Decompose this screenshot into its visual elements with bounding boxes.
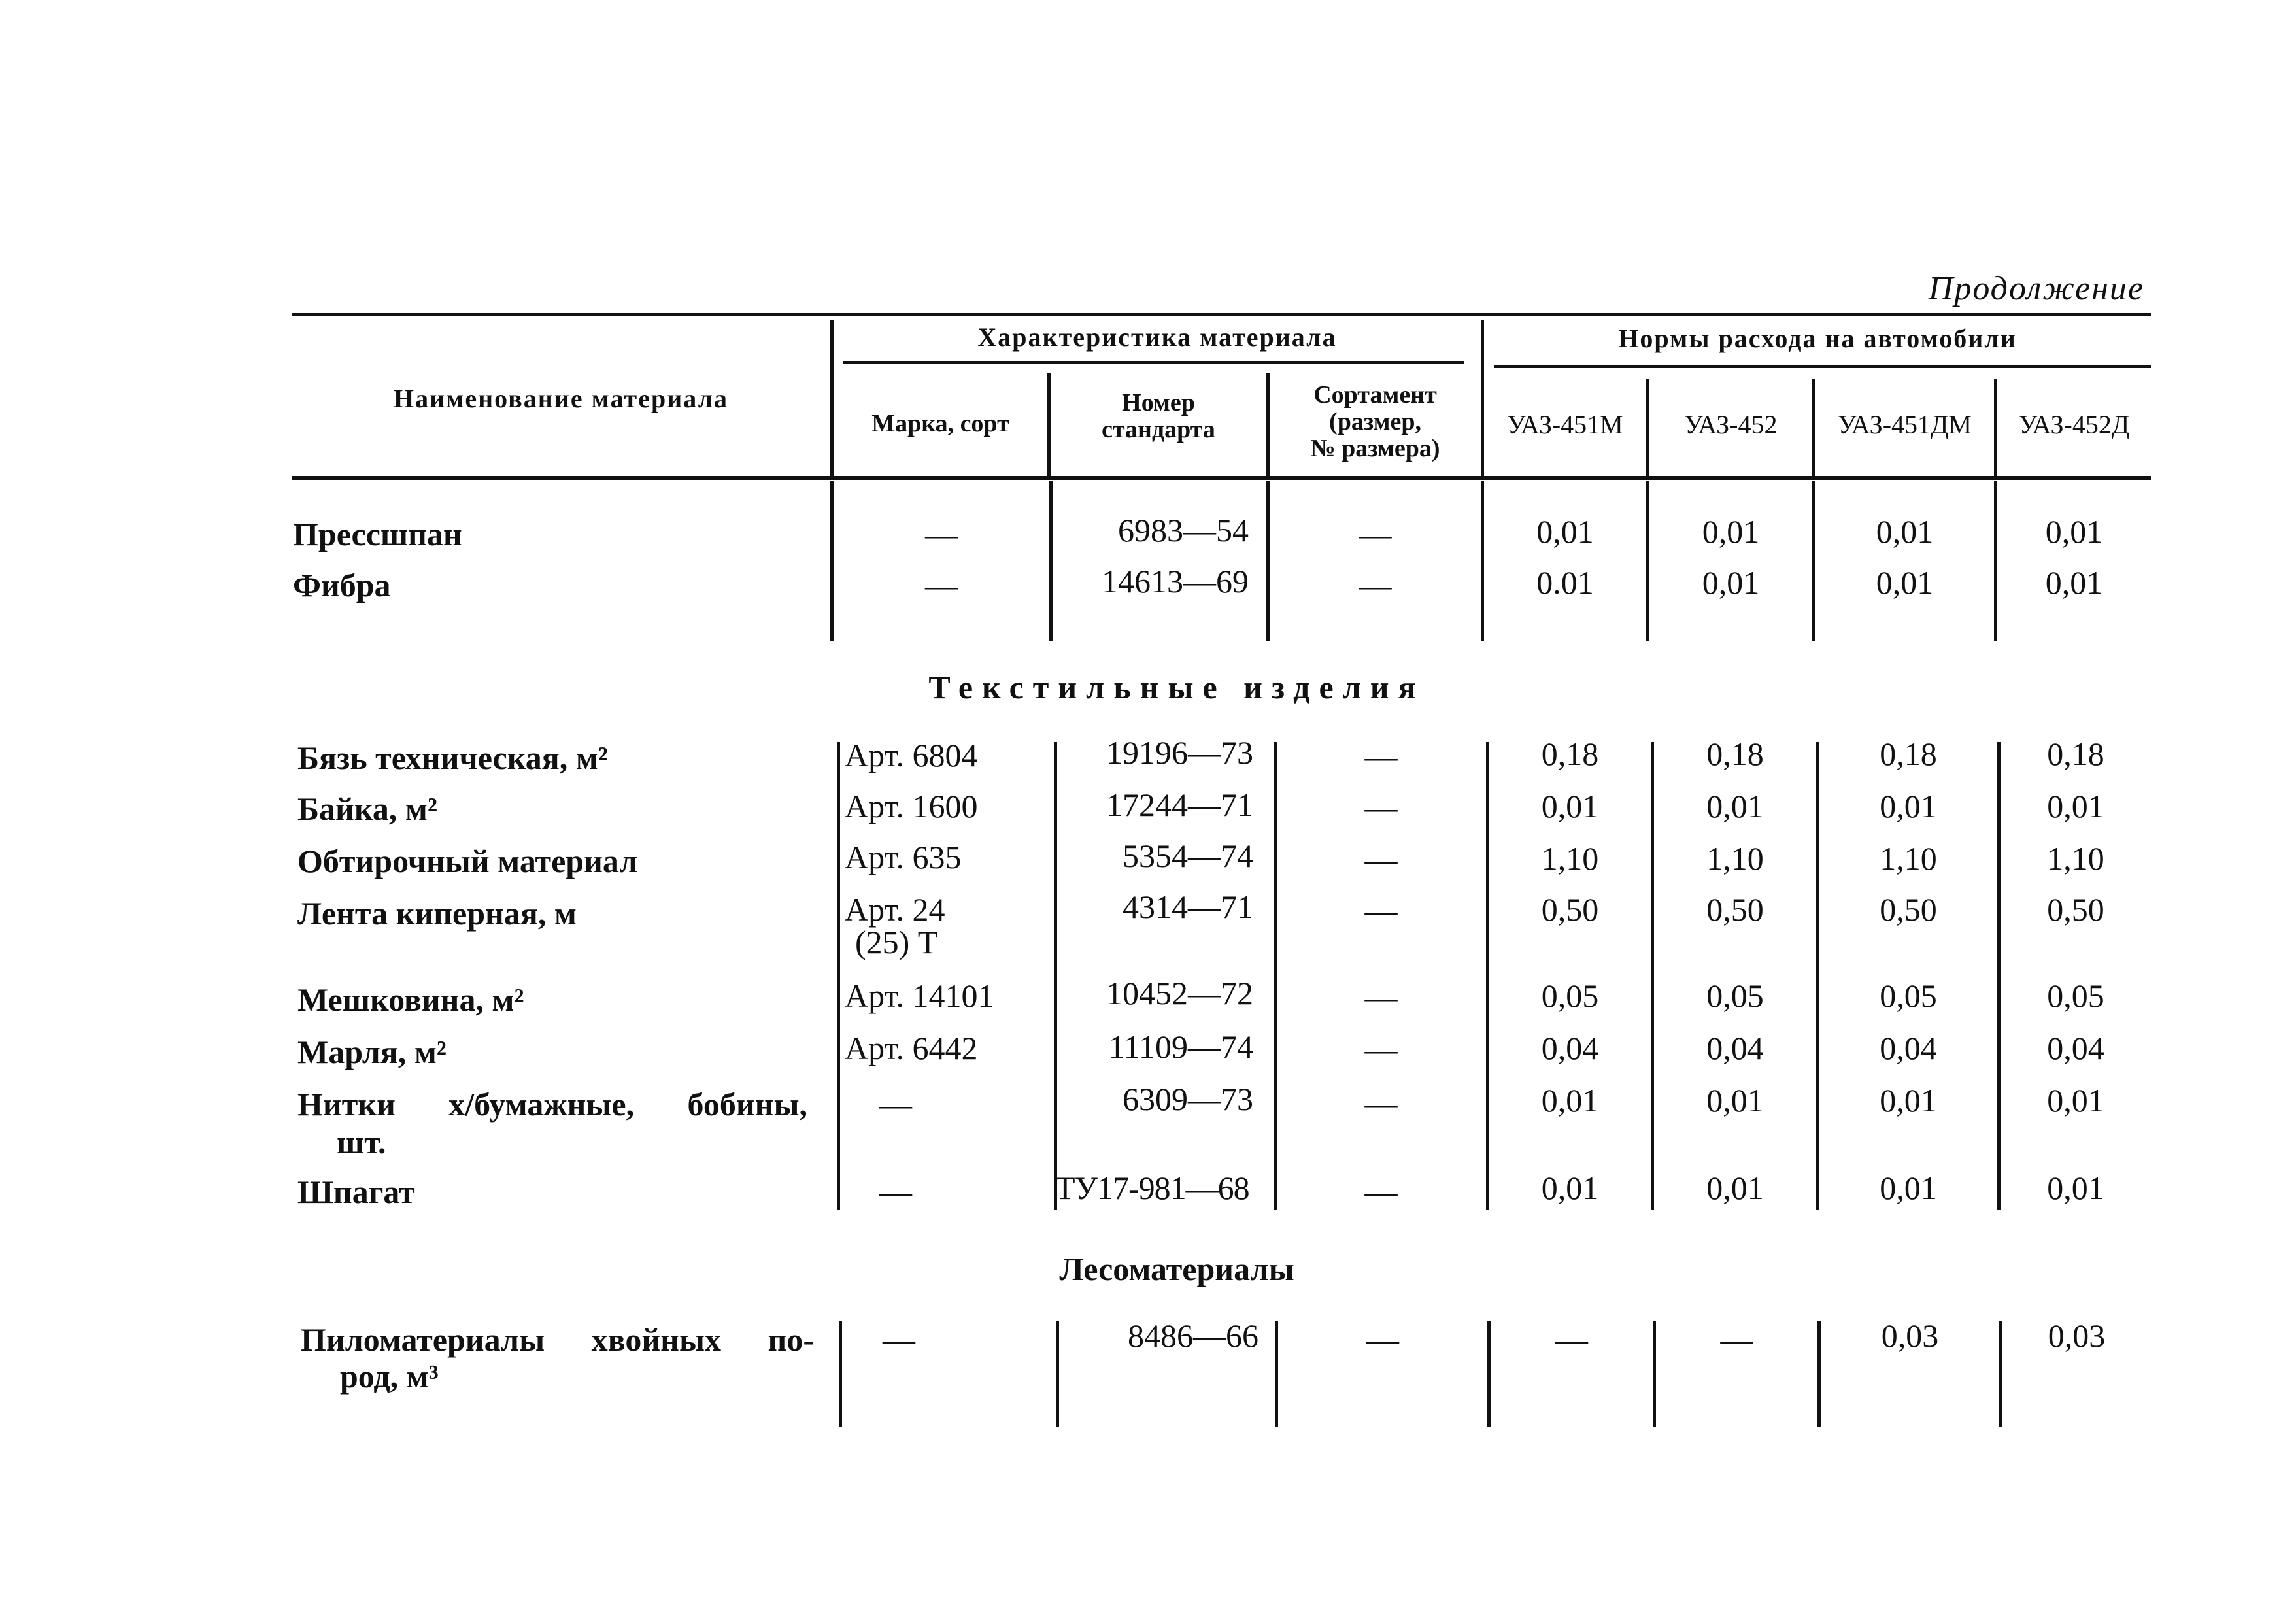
norm-value: 0,04	[2047, 1030, 2104, 1066]
norm-value: 1,10	[1706, 840, 1764, 877]
material-name: Фибра	[293, 567, 391, 603]
sortament: —	[1364, 1085, 1398, 1121]
norms-group-rule	[1494, 365, 2151, 368]
header-bottom-rule	[292, 476, 2151, 480]
sortament: —	[1364, 1031, 1398, 1068]
section-title-textile: Текстильные изделия	[928, 669, 1425, 705]
material-name: Мешковина, м²	[297, 981, 524, 1018]
standard-number: 17244—71	[1106, 787, 1253, 823]
column-divider	[839, 1321, 842, 1427]
material-name: Марля, м²	[297, 1034, 447, 1070]
header-vehicle-2: УАЗ-452	[1684, 410, 1778, 439]
norm-value: —	[1720, 1321, 1753, 1358]
sortament: —	[1364, 841, 1398, 878]
norm-value: 0,50	[1706, 891, 1764, 928]
norm-value: 0,01	[1702, 564, 1760, 601]
standard-number: 10452—72	[1106, 975, 1253, 1011]
norm-value: 0,01	[1880, 788, 1937, 824]
norm-value: 1,10	[1541, 840, 1599, 877]
marka: —	[879, 1086, 912, 1123]
sortament: —	[1364, 979, 1398, 1015]
sortament: —	[1359, 516, 1392, 552]
norm-value: 0,01	[2047, 1082, 2104, 1119]
material-name: Шпагат	[297, 1174, 415, 1210]
header-standard-line2: стандарта	[1102, 416, 1215, 444]
norm-value: 0.01	[1536, 564, 1594, 601]
header-char-group: Характеристика материала	[977, 322, 1337, 352]
marka: —	[925, 567, 958, 603]
material-name: Нитки х/бумажные, бобины,	[297, 1086, 807, 1123]
sortament: —	[1364, 1174, 1398, 1210]
norm-value: 0,01	[1876, 564, 1934, 601]
standard-number: 8486—66	[1128, 1317, 1258, 1354]
material-name: Бязь техническая, м²	[297, 739, 608, 776]
header-standard	[1051, 390, 1266, 443]
material-name: Пиломатериалы хвойных по-	[301, 1321, 814, 1358]
material-name: Лента киперная, м	[297, 895, 577, 932]
sortament: —	[1366, 1321, 1399, 1358]
norm-value: 0,01	[2047, 788, 2104, 824]
norm-value: 0,01	[2045, 513, 2103, 550]
marka: Арт. 1600	[845, 788, 978, 824]
header-norms-group: Нормы расхода на автомобили	[1618, 324, 2017, 353]
marka: Арт. 635	[845, 839, 962, 875]
norm-value: 0,03	[1881, 1317, 1939, 1354]
standard-number: 11109—74	[1108, 1028, 1253, 1065]
header-sortament-line1: Сортамент	[1313, 381, 1437, 409]
norm-value: 0,04	[1541, 1030, 1599, 1066]
norm-value: 0,01	[1541, 1170, 1599, 1206]
norm-value: 0,01	[1536, 513, 1594, 550]
norm-value: 0,01	[1541, 788, 1599, 824]
norm-value: 0,04	[1706, 1030, 1764, 1066]
standard-number: 5354—74	[1123, 837, 1253, 874]
norm-value: 0,01	[1876, 513, 1934, 550]
norm-value: 0,03	[2048, 1317, 2106, 1354]
column-divider	[1812, 481, 1815, 641]
header-vehicle-1: УАЗ-451М	[1507, 410, 1623, 439]
norm-value: 0,01	[1880, 1170, 1937, 1206]
material-name: Обтирочный материал	[297, 843, 638, 879]
norm-value: —	[1555, 1321, 1588, 1358]
header-name-col: Наименование материала	[393, 384, 729, 413]
header-vehicle-3: УАЗ-451ДМ	[1838, 410, 1972, 439]
marka: —	[879, 1174, 912, 1210]
norm-value: 0,04	[1880, 1030, 1937, 1066]
marka: Арт. 6804	[845, 737, 978, 773]
header-sortament	[1270, 382, 1481, 462]
header-sortament-line2: (размер,	[1329, 408, 1421, 436]
marka: Арт. 6442	[845, 1030, 978, 1066]
marka: —	[925, 516, 958, 552]
norm-value: 0,18	[1541, 736, 1599, 772]
standard-number: 19196—73	[1106, 734, 1253, 771]
header-sortament-line3: № размера)	[1310, 435, 1440, 463]
sortament: —	[1359, 567, 1392, 603]
sortament: —	[1364, 892, 1398, 929]
header-marka: Марка, сорт	[871, 410, 1009, 437]
material-name: Прессшпан	[293, 516, 462, 552]
norm-value: 0,05	[1706, 977, 1764, 1014]
sortament: —	[1364, 789, 1398, 826]
material-name-continued: шт.	[337, 1124, 386, 1160]
norm-value: 0,05	[2047, 977, 2104, 1014]
sortament: —	[1364, 738, 1398, 775]
column-divider	[830, 481, 834, 641]
table-top-rule	[292, 313, 2151, 316]
norm-value: 0,18	[1880, 736, 1937, 772]
norm-value: 0,01	[2045, 564, 2103, 601]
column-divider	[1049, 481, 1053, 641]
material-name-continued: род, м³	[340, 1358, 439, 1395]
header-standard-line1: Номер	[1122, 389, 1195, 416]
column-divider	[1481, 481, 1484, 641]
marka-continued: (25) Т	[855, 924, 938, 960]
marka: Арт. 24	[845, 891, 945, 928]
standard-number: 4314—71	[1123, 888, 1253, 925]
standard-number: 6983—54	[1118, 512, 1249, 549]
norm-value: 0,50	[2047, 891, 2104, 928]
column-divider	[837, 742, 840, 1210]
norm-value: 0,50	[1880, 891, 1937, 928]
norm-value: 0,01	[1706, 1170, 1764, 1206]
marka: —	[883, 1321, 915, 1358]
norm-value: 0,05	[1541, 977, 1599, 1014]
norm-value: 0,01	[1541, 1082, 1599, 1119]
column-divider	[1994, 481, 1997, 641]
standard-number: 6309—73	[1123, 1081, 1253, 1117]
norm-value: 0,01	[1706, 788, 1764, 824]
norm-value: 0,01	[1880, 1082, 1937, 1119]
standard-number: 14613—69	[1102, 563, 1249, 600]
header-vehicle-4: УАЗ-452Д	[2018, 410, 2130, 439]
norm-value: 0,05	[1880, 977, 1937, 1014]
norm-value: 0,01	[1706, 1082, 1764, 1119]
standard-number: ТУ17-981—68	[1055, 1170, 1249, 1206]
marka: Арт. 14101	[845, 977, 994, 1014]
char-group-rule	[843, 361, 1464, 364]
norm-value: 0,18	[2047, 736, 2104, 772]
norm-value: 0,50	[1541, 891, 1599, 928]
norm-value: 0,01	[2047, 1170, 2104, 1206]
continuation-label: Продолжение	[1928, 270, 2144, 307]
material-name: Байка, м²	[297, 790, 437, 827]
section-title-wood: Лесоматериалы	[1059, 1251, 1294, 1287]
norm-value: 1,10	[1880, 840, 1937, 877]
norm-value: 0,01	[1702, 513, 1760, 550]
column-divider	[1266, 481, 1270, 641]
norm-value: 1,10	[2047, 840, 2104, 877]
column-divider	[1646, 481, 1649, 641]
norm-value: 0,18	[1706, 736, 1764, 772]
